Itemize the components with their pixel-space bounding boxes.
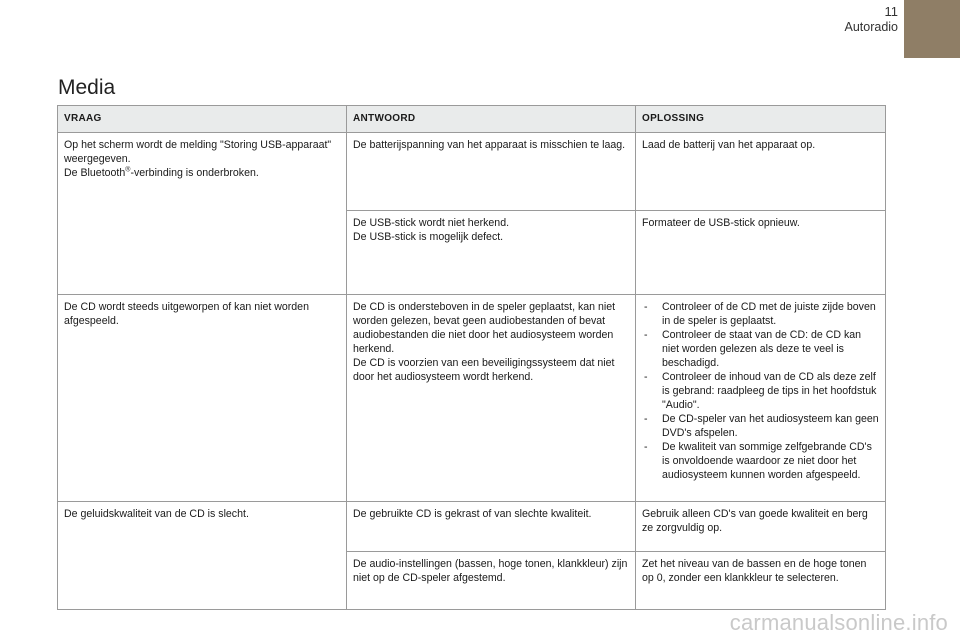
troubleshooting-table	[57, 105, 886, 610]
solution-text: Laad de batterij van het apparaat op.	[642, 139, 816, 151]
answer-text: De CD is ondersteboven in de speler geplaatst, kan niet worden gelezen, bevat geen audiobestanden of bevat audiobestanden die niet door het audiosysteem worden herkend.	[353, 301, 616, 355]
solution-cell	[636, 210, 886, 294]
solution-list	[642, 300, 879, 482]
list-item: - De kwaliteit van sommige zelfgebrande CD's is onvoldoende waardoor ze niet door het audiosysteem kunnen worden afgespeeld.	[642, 440, 879, 482]
answer-cell	[347, 133, 636, 211]
section-name: Autoradio	[844, 20, 898, 34]
registered-mark: ®	[125, 166, 131, 174]
answer-text: De USB-stick is mogelijk defect.	[353, 230, 504, 243]
answer-text: De gebruikte CD is gekrast of van slechte kwaliteit.	[353, 508, 592, 520]
page-title: Media	[58, 76, 116, 100]
solution-text: Gebruik alleen CD's van goede kwaliteit en berg ze zorgvuldig op.	[642, 508, 868, 534]
question-cell	[58, 295, 347, 502]
question-text-part: -verbinding is onderbroken.	[130, 167, 259, 179]
list-item: - Controleer de staat van de CD: de CD kan niet worden gelezen als deze te veel is beschadigd.	[642, 328, 879, 370]
question-cell	[58, 502, 347, 610]
answer-cell	[347, 210, 636, 294]
solution-cell	[636, 552, 886, 610]
solution-text: Formateer de USB-stick opnieuw.	[642, 216, 800, 229]
question-text-part: De Bluetooth	[64, 167, 126, 179]
question-cell	[58, 133, 347, 295]
answer-cell	[347, 502, 636, 552]
table-header-row	[58, 106, 886, 133]
column-header-answer: ANTWOORD	[347, 106, 636, 133]
answer-text: De CD is voorzien van een beveiligingssysteem dat niet door het audiosysteem wordt herkend.	[353, 357, 615, 383]
list-item: - Controleer de inhoud van de CD als deze zelf is gebrand: raadpleeg de tips in het hoofdstuk "Audio".	[642, 370, 879, 412]
table-row	[58, 133, 886, 211]
answer-cell	[347, 295, 636, 502]
question-text: De geluidskwaliteit van de CD is slecht.	[64, 508, 249, 520]
answer-text: De USB-stick wordt niet herkend.	[353, 216, 510, 229]
chapter-tab	[904, 0, 960, 58]
answer-text: De audio-instellingen (bassen, hoge tonen, klankkleur) zijn niet op de CD-speler afgestemd.	[353, 558, 628, 584]
question-text	[64, 166, 340, 180]
page-number: 11	[884, 4, 898, 19]
solution-cell	[636, 133, 886, 211]
solution-cell	[636, 295, 886, 502]
table-row	[58, 502, 886, 552]
list-item: - De CD-speler van het audiosysteem kan geen DVD's afspelen.	[642, 412, 879, 440]
question-text: De CD wordt steeds uitgeworpen of kan niet worden afgespeeld.	[64, 301, 309, 327]
solution-cell	[636, 502, 886, 552]
answer-text: De batterijspanning van het apparaat is misschien te laag.	[353, 139, 626, 151]
answer-cell	[347, 552, 636, 610]
question-text: Op het scherm wordt de melding "Storing USB-apparaat" weergegeven.	[64, 139, 332, 165]
watermark: carmanualsonline.info	[729, 610, 948, 635]
list-item: - Controleer of de CD met de juiste zijde boven in de speler is geplaatst.	[642, 300, 879, 328]
column-header-question: VRAAG	[58, 106, 347, 133]
column-header-solution: OPLOSSING	[636, 106, 886, 133]
solution-text: Zet het niveau van de bassen en de hoge tonen op 0, zonder een klankkleur te selecteren.	[642, 558, 867, 584]
table-row	[58, 295, 886, 502]
